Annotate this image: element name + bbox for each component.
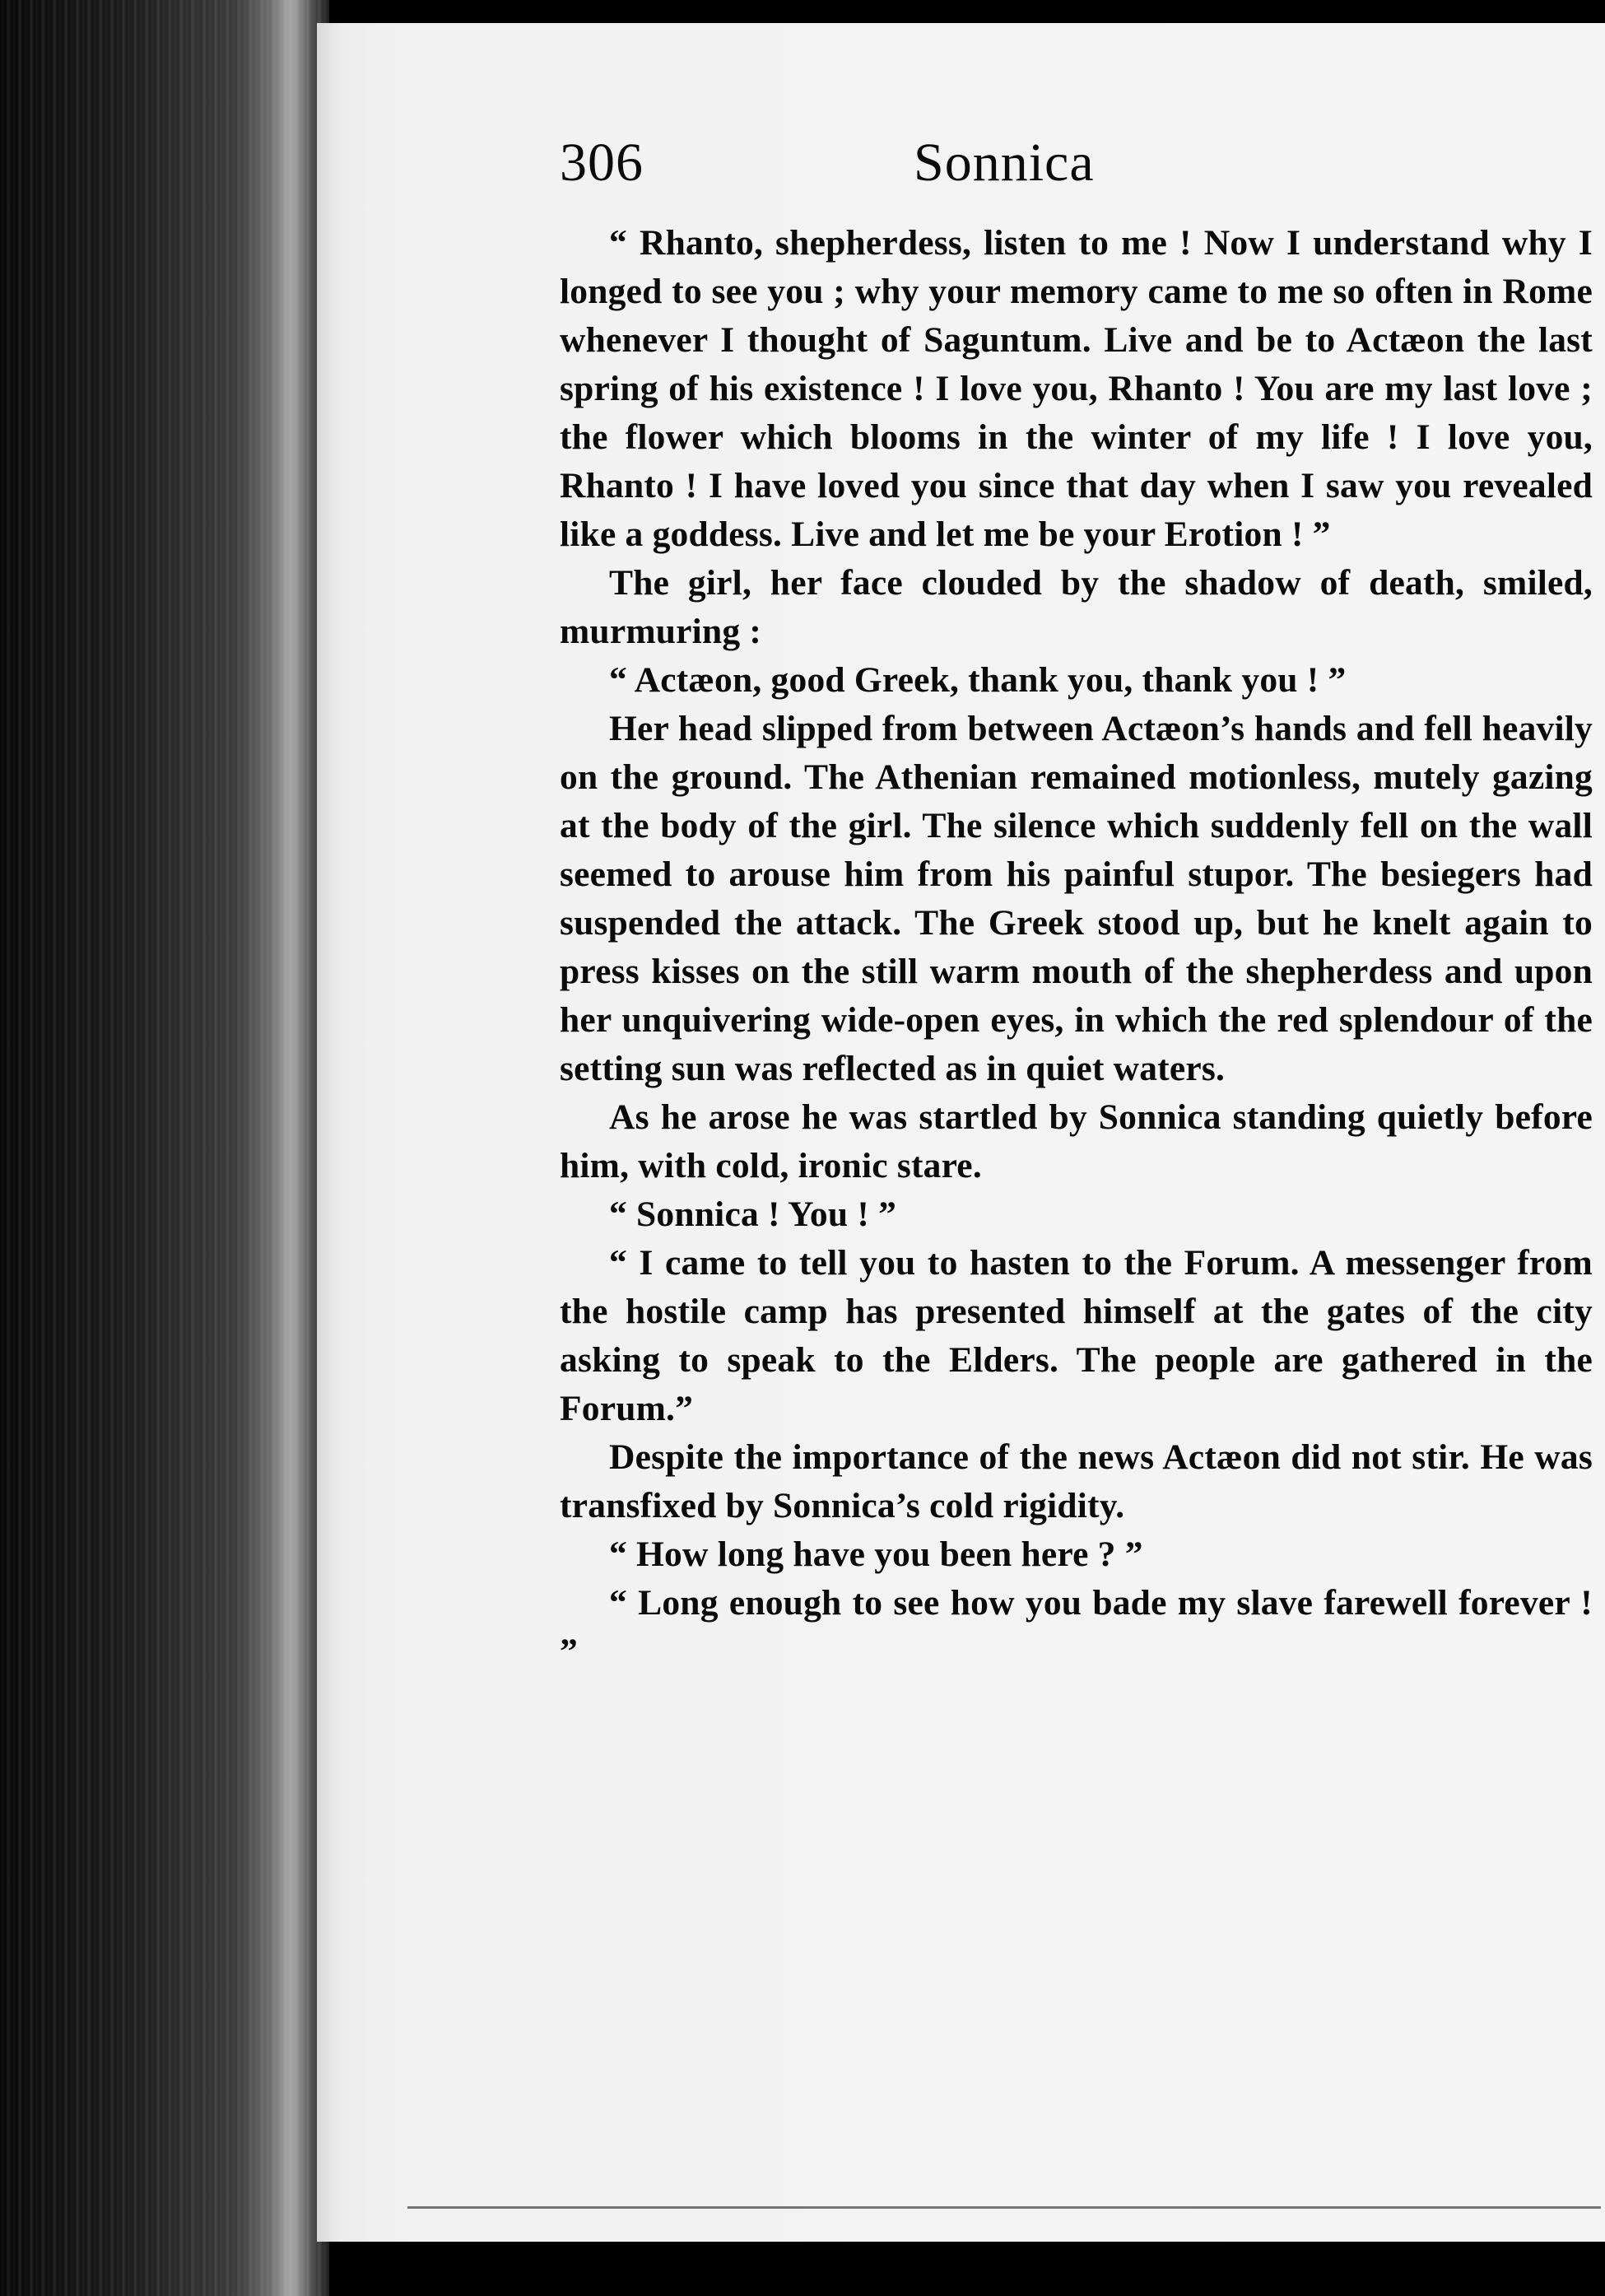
page-text-block: [560, 132, 1593, 1676]
paragraph: Despite the importance of the news Actæon did not stir. He was transfixed by Sonnica’s cold rigidity.: [560, 1437, 1593, 1525]
paragraph: “ Sonnica ! You ! ”: [609, 1195, 897, 1234]
paragraph: “ Actæon, good Greek, thank you, thank you ! ”: [609, 660, 1347, 700]
paragraph: As he arose he was startled by Sonnica standing quietly before him, with cold, ironic stare.: [560, 1097, 1593, 1185]
book-page: [317, 23, 1605, 2242]
paragraph: “ Long enough to see how you bade my slave farewell forever ! ”: [560, 1583, 1593, 1671]
paragraph: “ How long have you been here ? ”: [609, 1535, 1143, 1574]
paragraph: “ I came to tell you to hasten to the Forum. A messenger from the hostile camp has presented himself at the gates of the city asking to speak to the Elders. The people are gathered in the Forum.”: [560, 1243, 1593, 1428]
binding-highlight: [272, 0, 313, 2296]
page-number: 306: [560, 133, 644, 193]
paragraph: Her head slipped from between Actæon’s hands and fell heavily on the ground. The Athenian remained motionless, mutely gazing at the body of the girl. The silence which suddenly fell on the wall seemed to arouse him from his painful stupor. The besiegers had suspended the attack. The Greek stood up, but he knelt again to press kisses on the still warm mouth of the shepherdess and upon her unquivering wide-open eyes, in which the red splendour of the setting sun was reflected as in quiet waters.: [560, 709, 1593, 1088]
running-head: [560, 132, 1593, 211]
paragraph: “ Rhanto, shepherdess, listen to me ! Now I understand why I longed to see you ; why your memory came to me so often in Rome whenever I thought of Saguntum. Live and be to Actæon the last spring of his existence ! I love you, Rhanto ! You are my last love ; the flower which blooms in the winter of my life ! I love you, Rhanto ! I have loved you since that day when I saw you revealed like a goddess. Live and let me be your Erotion ! ”: [560, 223, 1593, 554]
page-bottom-edge: [407, 2206, 1601, 2209]
paragraph: The girl, her face clouded by the shadow of death, smiled, murmuring :: [560, 563, 1593, 651]
running-title: Sonnica: [914, 133, 1095, 193]
